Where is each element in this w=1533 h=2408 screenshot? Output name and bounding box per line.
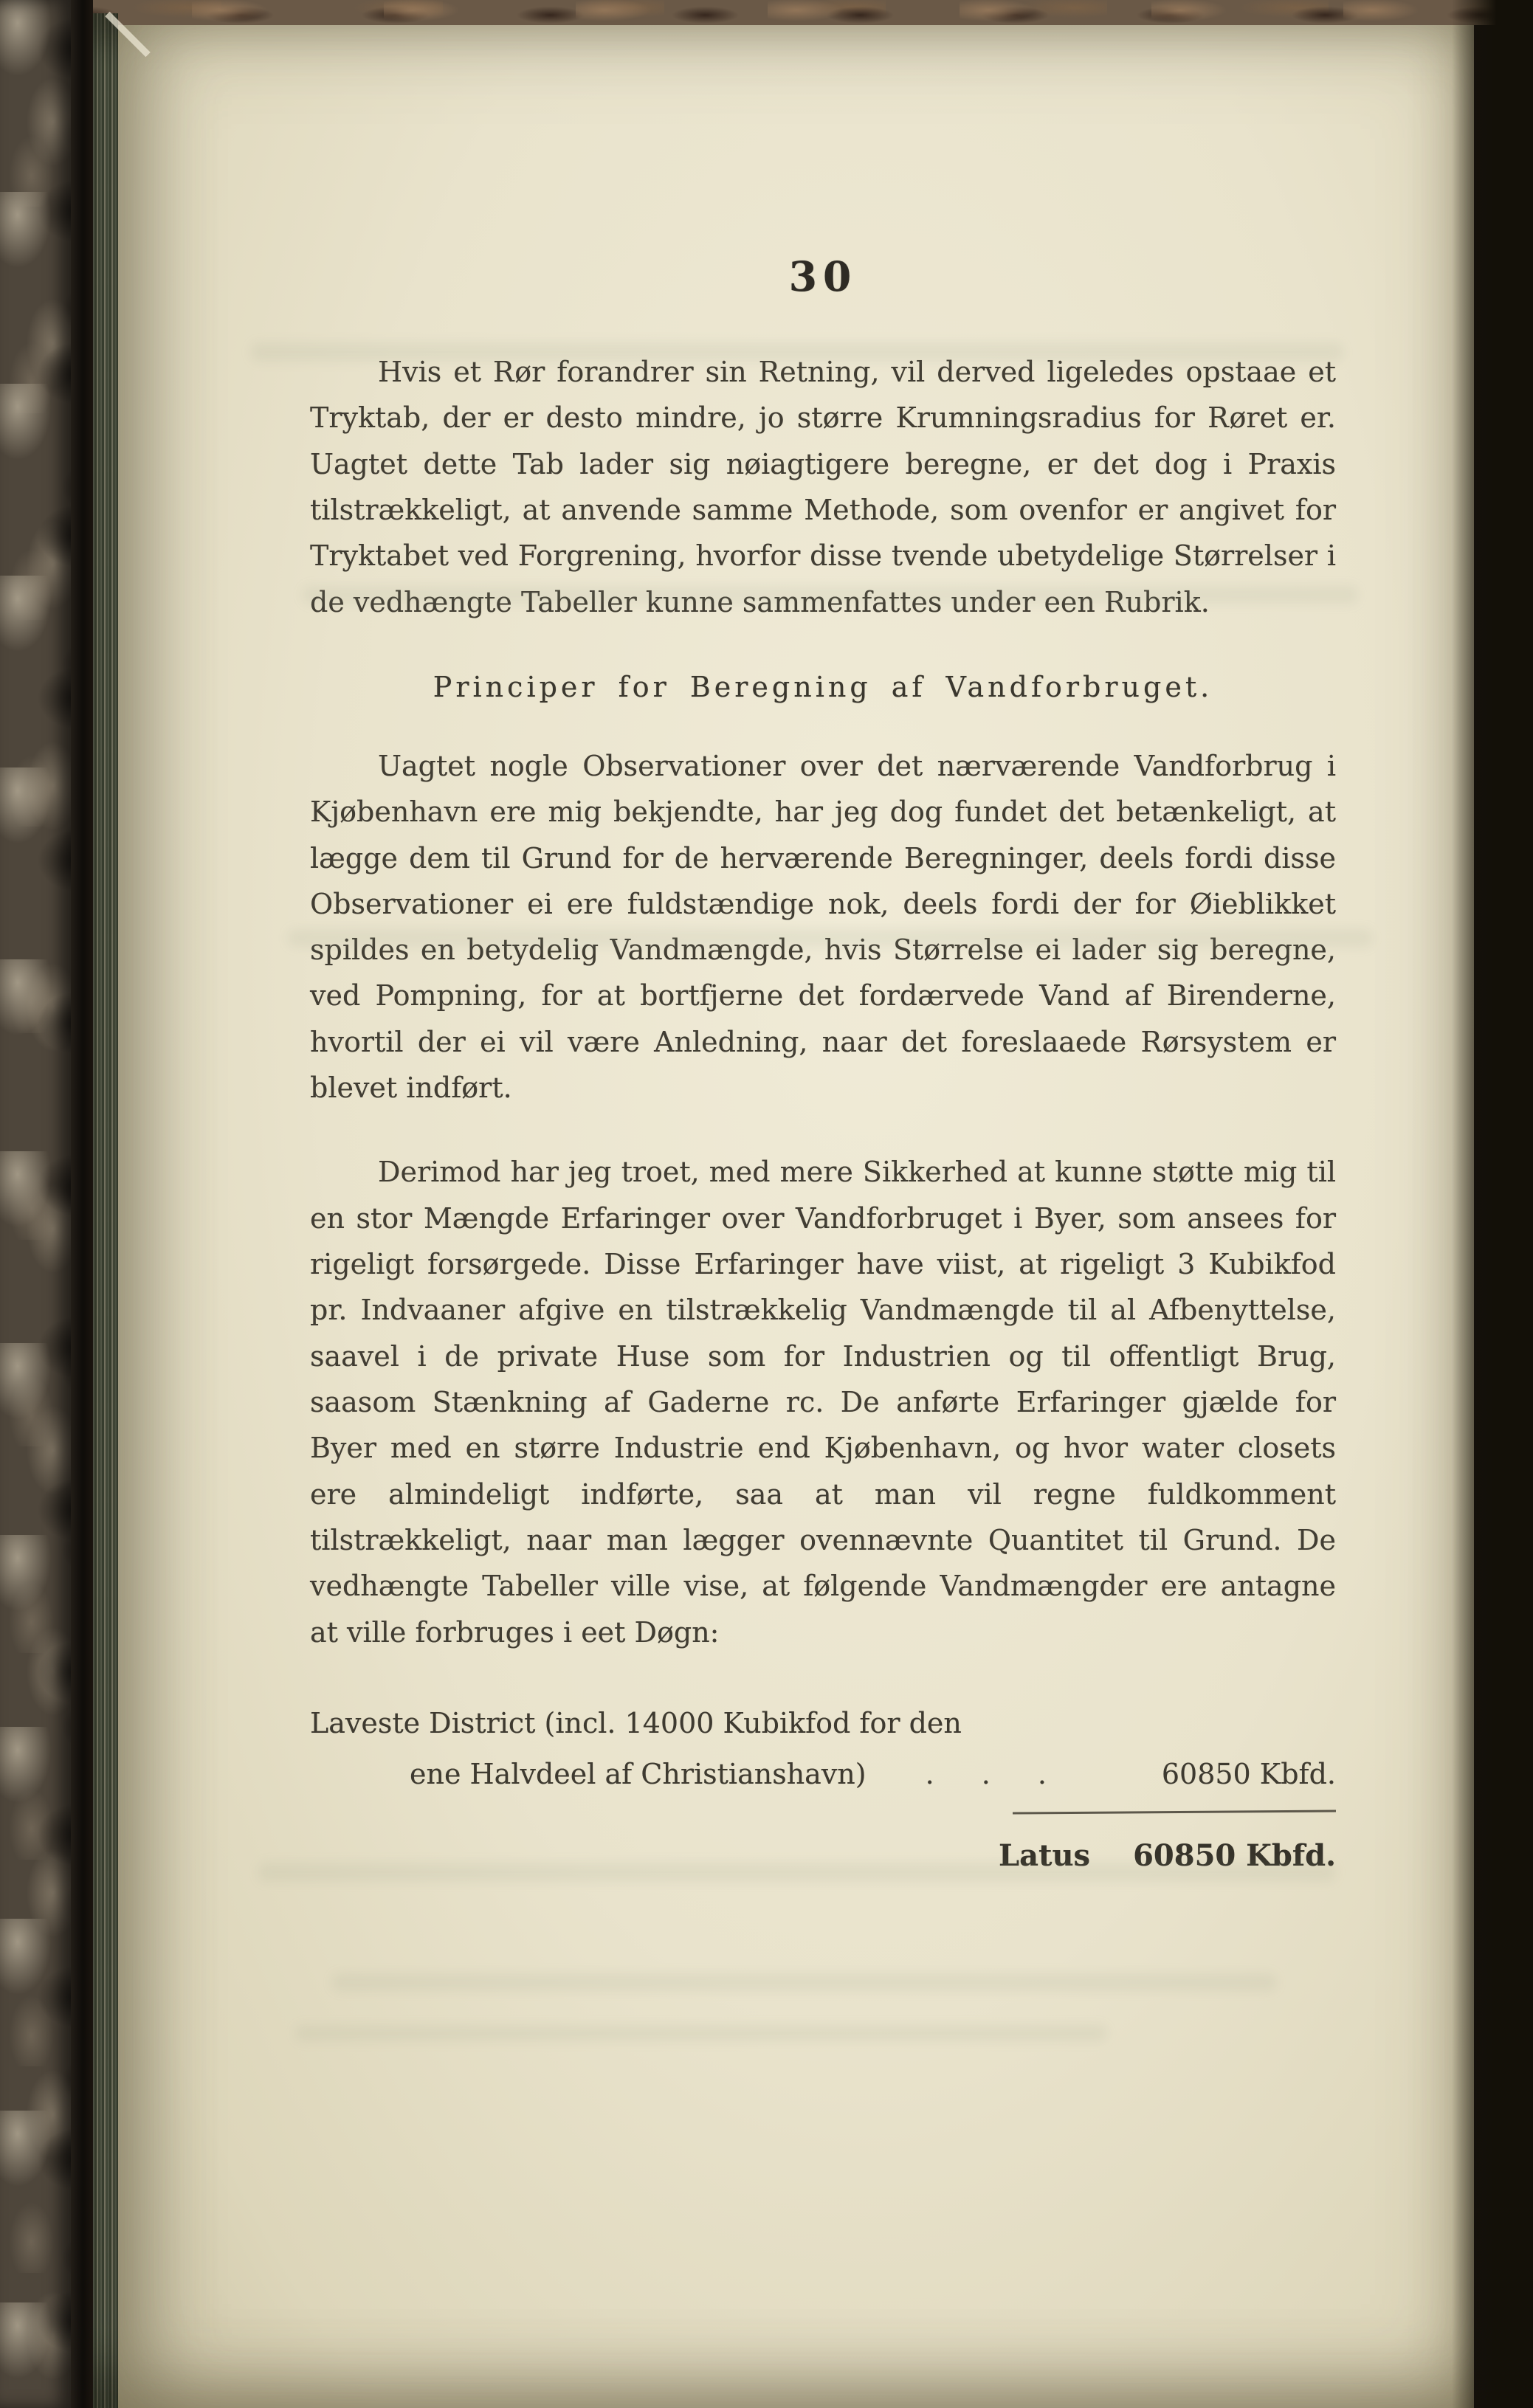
scan-right-shadow [1452, 0, 1533, 2408]
bleed-through-smudge [288, 929, 1373, 947]
latus-label: Latus [998, 1838, 1091, 1874]
page-number: 30 [788, 252, 858, 300]
district-entry-line1: Laveste District (incl. 14000 Kubikfod for den [310, 1706, 962, 1739]
board-edge-top [0, 0, 1533, 25]
district-entry-amount: 60850 Kbfd. [1161, 1757, 1336, 1790]
paragraph-observations: Uagtet nogle Observationer over det nærværende Vandforbrug i Kjøbenhavn ere mig bekjendte, har jeg dog fundet det betænkeligt, at lægge dem til Grund for de herværende Beregninger, deels fordi disse Observationer ei ere fuldstændige nok, deels fordi der for Øieblikket spildes en betydelig Vandmængde, hvis Størrelse ei lader sig beregne, ved Pompning, for at bortfjerne det fordærvede Vand af Birenderne, hvortil der ei vil være Anledning, naar det foreslaaede Rørsystem er blevet indført. [310, 749, 1336, 1105]
paragraph-experience: Derimod har jeg troet, med mere Sikkerhed at kunne støtte mig til en stor Mængde Erfaringer over Vandforbruget i Byer, som ansees for rigeligt forsørgede. Disse Erfaringer have viist, at rigeligt 3 Kubikfod pr. Indvaaner afgive en tilstrækkelig Vandmængde til al Afbenyttelse, saavel i de private Huse som for Industrien og til offentligt Brug, saasom Stænkning af Gaderne rc. De anførte Erfaringer gjælde for Byer med en større Industrie end Kjøbenhavn, og hvor water closets ere almindeligt indførte, saa at man vil regne fuldkomment tilstrækkeligt, naar man lægger ovennævnte Quantitet til Grund. De vedhængte Tabeller ville vise, at følgende Vandmængder ere antagne at ville forbruges i eet Døgn: [310, 1156, 1336, 1649]
bleed-through-smudge [258, 1863, 1336, 1882]
spine-shadow [71, 0, 93, 2408]
bleed-through-smudge [295, 2025, 1107, 2041]
marbled-cover-left [0, 0, 71, 2408]
page-edge-stack [93, 13, 118, 2408]
leader-dots: . . . [925, 1757, 1067, 1790]
bleed-through-smudge [251, 342, 1343, 362]
bleed-through-smudge [303, 586, 1358, 604]
district-entry-line2 [410, 1752, 1336, 1797]
sum-rule [1013, 1810, 1336, 1815]
paragraph-pressure-loss: Hvis et Rør forandrer sin Retning, vil derved ligeledes opstaae et Tryktab, der er desto mindre, jo større Krumningsradius for Røret er. Uagtet dette Tab lader sig nøiagtigere beregne, er det dog i Praxis tilstrækkeligt, at anvende samme Methode, som ovenfor er angivet for Tryktabet ved Forgrening, hvorfor disse tvende ubetydelige Størrelser i de vedhængte Tabeller kunne sammenfattes under een Rubrik. [310, 356, 1336, 618]
bleed-through-smudge [332, 1973, 1277, 1991]
latus-amount: 60850 Kbfd. [1133, 1838, 1336, 1874]
section-heading: Principer for Beregning af Vandforbruget. [433, 670, 1213, 703]
book-page [118, 25, 1474, 2408]
district-entry-continuation: ene Halvdeel af Christianshavn) [410, 1757, 867, 1790]
district-entry [310, 1701, 1336, 1880]
